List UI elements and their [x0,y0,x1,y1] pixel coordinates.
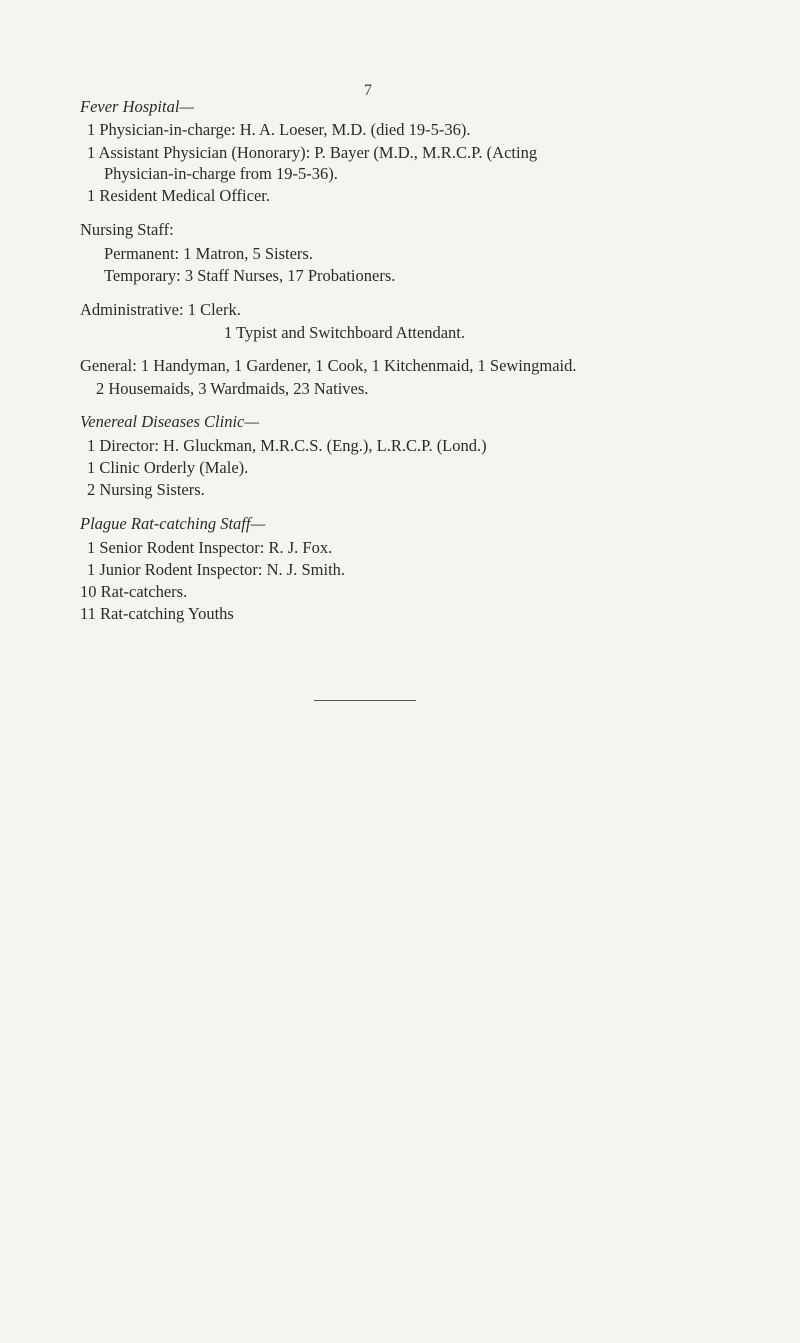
nursing-permanent: Permanent: 1 Matron, 5 Sisters. [104,244,313,263]
nursing-staff-heading: Nursing Staff: [80,220,174,239]
plague-line: 11 Rat-catching Youths [80,604,234,623]
administrative-line: 1 Typist and Switchboard Attendant. [224,323,465,342]
plague-line: 1 Senior Rodent Inspector: R. J. Fox. [87,538,333,557]
section-divider [314,700,416,701]
general-line: 2 Housemaids, 3 Wardmaids, 23 Natives. [96,379,369,398]
fever-line: Physician-in-charge from 19-5-36). [104,164,338,183]
fever-line: 1 Physician-in-charge: H. A. Loeser, M.D. (died 19-5-36). [87,120,471,139]
nursing-temporary: Temporary: 3 Staff Nurses, 17 Probationers. [104,266,396,285]
plague-line: 10 Rat-catchers. [80,582,188,601]
administrative-line: Administrative: 1 Clerk. [80,300,241,319]
venereal-clinic-heading: Venereal Diseases Clinic— [80,412,260,431]
page-number: 7 [364,82,372,99]
venereal-line: 1 Clinic Orderly (Male). [87,458,249,477]
plague-line: 1 Junior Rodent Inspector: N. J. Smith. [87,560,346,579]
venereal-line: 2 Nursing Sisters. [87,480,205,499]
fever-hospital-heading: Fever Hospital— [80,97,195,116]
venereal-line: 1 Director: H. Gluckman, M.R.C.S. (Eng.), L.R.C.P. (Lond.) [87,436,487,455]
fever-line: 1 Resident Medical Officer. [87,186,270,205]
plague-staff-heading: Plague Rat-catching Staff— [80,514,266,533]
fever-line: 1 Assistant Physician (Honorary): P. Bayer (M.D., M.R.C.P. (Acting [87,143,538,162]
general-line: General: 1 Handyman, 1 Gardener, 1 Cook, 1 Kitchenmaid, 1 Sewingmaid. [80,356,577,375]
